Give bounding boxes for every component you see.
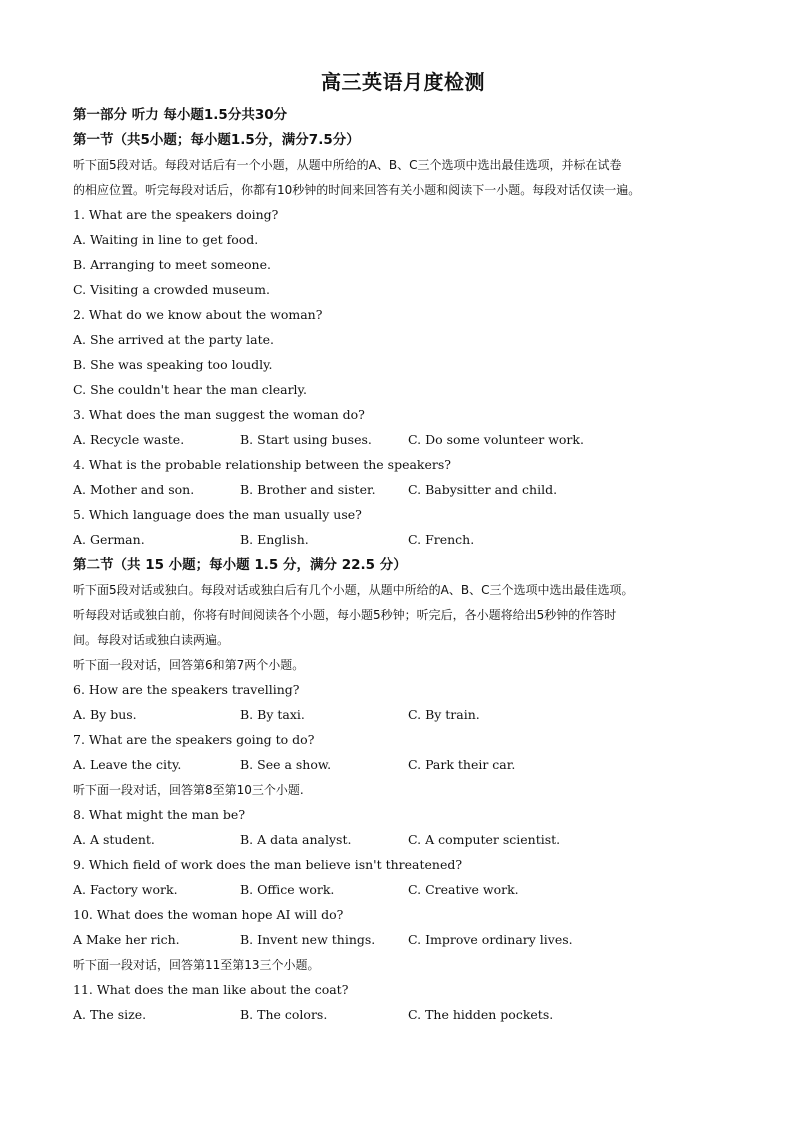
section2-instructions-line: 间。每段对话或独白读两遍。	[73, 633, 230, 647]
answer-option: C. Park their car.	[408, 757, 516, 772]
answer-option: B. Invent new things.	[240, 932, 376, 947]
answer-option: B. Office work.	[240, 882, 335, 897]
answer-option: B. By taxi.	[240, 707, 305, 722]
answer-option: B. A data analyst.	[240, 832, 352, 847]
answer-option: B. Brother and sister.	[240, 482, 376, 497]
answer-option: B. See a show.	[240, 757, 332, 772]
question-stem: 9. Which field of work does the man believe isn't threatened?	[73, 857, 463, 872]
options-row	[73, 831, 733, 849]
answer-option: A. Leave the city.	[73, 757, 182, 772]
question-stem: 4. What is the probable relationship between the speakers?	[73, 457, 451, 472]
options-row	[73, 531, 733, 549]
answer-option: A. The size.	[73, 1007, 147, 1022]
answer-option: C. Improve ordinary lives.	[408, 932, 573, 947]
options-row	[73, 881, 733, 899]
answer-option: B. The colors.	[240, 1007, 328, 1022]
options-row	[73, 431, 733, 449]
question-stem: 2. What do we know about the woman?	[73, 307, 323, 322]
answer-option: C. Babysitter and child.	[408, 482, 558, 497]
question-stem: 1. What are the speakers doing?	[73, 207, 279, 222]
answer-option: C. Visiting a crowded museum.	[73, 282, 270, 297]
question-stem: 6. How are the speakers travelling?	[73, 682, 300, 697]
answer-option: A. Factory work.	[73, 882, 178, 897]
options-row	[73, 481, 733, 499]
answer-option: C. A computer scientist.	[408, 832, 561, 847]
answer-option: A. Waiting in line to get food.	[73, 232, 259, 247]
answer-option: C. Do some volunteer work.	[408, 432, 584, 447]
answer-option: B. English.	[240, 532, 309, 547]
options-row	[73, 756, 733, 774]
answer-option: C. By train.	[408, 707, 480, 722]
answer-option: A. German.	[73, 532, 145, 547]
section1-instructions-line: 听下面5段对话。每段对话后有一个小题，从题中所给的A、B、C三个选项中选出最佳选项，并标在试卷	[73, 158, 622, 172]
question-stem: 8. What might the man be?	[73, 807, 246, 822]
section2-heading: 第二节（共 15 小题；每小题 1.5 分，满分 22.5 分）	[73, 557, 407, 573]
answer-option: A. A student.	[73, 832, 155, 847]
answer-option: A. Recycle waste.	[73, 432, 185, 447]
answer-option: A. She arrived at the party late.	[73, 332, 275, 347]
answer-option: B. She was speaking too loudly.	[73, 357, 273, 372]
part-heading: 第一部分 听力 每小题1.5分共30分	[73, 107, 288, 123]
question-stem: 7. What are the speakers going to do?	[73, 732, 315, 747]
page-title: 高三英语月度检测	[321, 70, 485, 94]
answer-option: C. Creative work.	[408, 882, 519, 897]
options-row	[73, 1006, 733, 1024]
question-stem: 3. What does the man suggest the woman do?	[73, 407, 365, 422]
answer-option: C. The hidden pockets.	[408, 1007, 554, 1022]
dialogue-intro: 听下面一段对话，回答第11至第13三个小题。	[73, 958, 320, 972]
options-row	[73, 931, 733, 949]
answer-option: A Make her rich.	[73, 932, 180, 947]
answer-option: B. Arranging to meet someone.	[73, 257, 271, 272]
question-stem: 11. What does the man like about the coat?	[73, 982, 349, 997]
question-stem: 5. Which language does the man usually use?	[73, 507, 362, 522]
answer-option: B. Start using buses.	[240, 432, 372, 447]
dialogue-intro: 听下面一段对话，回答第6和第7两个小题。	[73, 658, 305, 672]
options-row	[73, 706, 733, 724]
section1-heading: 第一节（共5小题；每小题1.5分，满分7.5分）	[73, 132, 360, 148]
answer-option: C. She couldn't hear the man clearly.	[73, 382, 307, 397]
question-stem: 10. What does the woman hope AI will do?	[73, 907, 344, 922]
section1-instructions-line: 的相应位置。听完每段对话后，你都有10秒钟的时间来回答有关小题和阅读下一小题。每段对话仅读一遍。	[73, 183, 641, 197]
answer-option: A. By bus.	[73, 707, 137, 722]
answer-option: A. Mother and son.	[73, 482, 195, 497]
answer-option: C. French.	[408, 532, 475, 547]
section2-instructions-line: 听每段对话或独白前，你将有时间阅读各个小题，每小题5秒钟；听完后，各小题将给出5秒钟的作答时	[73, 608, 617, 622]
dialogue-intro: 听下面一段对话，回答第8至第10三个小题.	[73, 783, 304, 797]
section2-instructions-line: 听下面5段对话或独白。每段对话或独白后有几个小题，从题中所给的A、B、C三个选项中选出最佳选项。	[73, 583, 634, 597]
